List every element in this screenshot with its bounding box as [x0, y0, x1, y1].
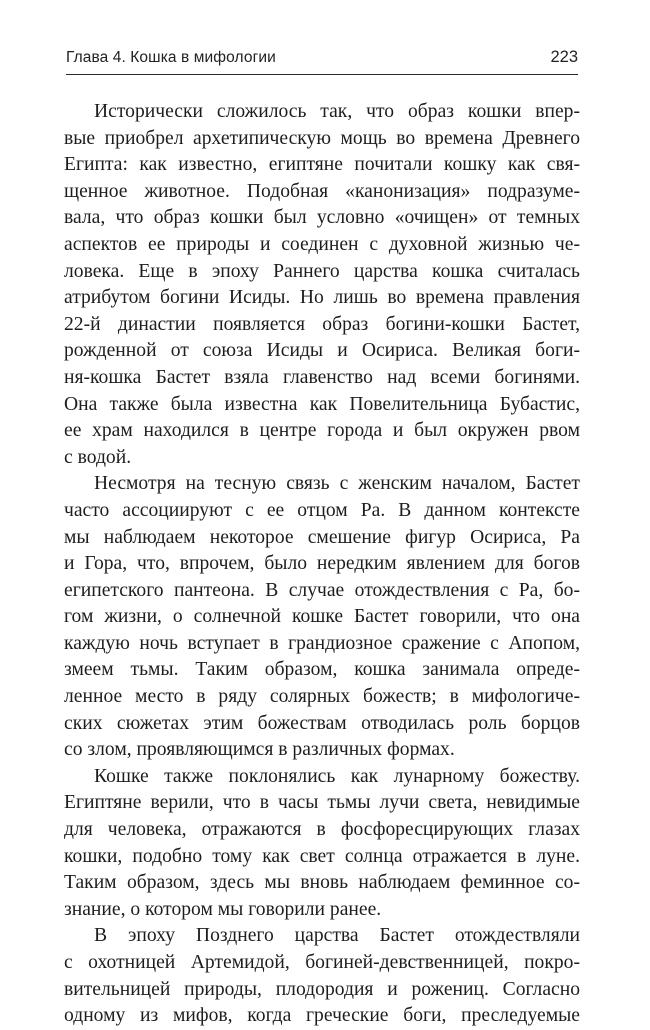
text-line: для человека, отражаются в фосфоресцирующих глазах [64, 819, 580, 841]
text-line: рожденной от союза Исиды и Осириса. Великая боги- [64, 340, 580, 362]
text-line: и Гора, что, впрочем, было нередким явлением для богов [64, 553, 580, 575]
text-line: В эпоху Позднего царства Бастет отождествляли [94, 925, 580, 947]
text-line: египетского пантеона. В случае отождествления с Ра, бо- [64, 579, 580, 601]
text-line: вительницей природы, плодородия и рожениц. Согласно [64, 978, 580, 1000]
text-line: Египта: как известно, египтяне почитали кошку как свя- [64, 154, 580, 176]
paragraph-bastet-ra [64, 471, 580, 764]
text-line: знание, о котором мы говорили ранее. [64, 898, 382, 920]
text-line: ских сюжетах этим божествам отводилась роль борцов [64, 712, 580, 734]
text-line: Несмотря на тесную связь с женским началом, Бастет [94, 473, 580, 495]
text-line: вые приобрел архетипическую мощь во времена Древнего [64, 127, 580, 149]
text-line: 22-й династии появляется образ богини-кошки Бастет, [64, 313, 580, 335]
text-line: ловека. Еще в эпоху Раннего царства кошка считалась [64, 260, 580, 282]
text-line: Она также была известна как Повелительница Бубастис, [64, 393, 580, 415]
text-line: Египтяне верили, что в часы тьмы лучи света, невидимые [64, 792, 580, 814]
text-line: с охотницей Артемидой, богиней-девственницей, покро- [64, 952, 580, 973]
text-line: одному из мифов, когда греческие боги, преследуемые [64, 1005, 580, 1027]
text-line: кошки, подобно тому как свет солнца отражается в луне. [64, 845, 580, 867]
text-line: атрибутом богини Исиды. Но лишь во времена правления [64, 287, 580, 309]
paragraph-lunar-deity [64, 764, 580, 924]
running-header [66, 46, 578, 75]
text-line: часто ассоциируют с ее отцом Ра. В данном контексте [64, 499, 580, 521]
text-line: ленное место в ряду солярных божеств; в мифологиче- [64, 686, 580, 708]
text-line: ня-кошка Бастет взяла главенство над всеми богинями. [64, 366, 580, 388]
chapter-running-title: Глава 4. Кошка в мифологии [66, 49, 276, 66]
paragraph-artemis [64, 923, 580, 1029]
text-line: Исторически сложилось так, что образ кошки впер- [94, 101, 580, 122]
text-line: мы наблюдаем некоторое смешение фигур Осириса, Ра [64, 526, 580, 548]
text-line: аспектов ее природы и соединен с духовной жизнью че- [64, 233, 580, 255]
text-line: вала, что образ кошки был условно «очищен» от темных [64, 207, 580, 229]
text-line: с водой. [64, 446, 132, 468]
text-line: гом жизни, о солнечной кошке Бастет говорили, что она [64, 606, 580, 628]
text-line: Кошке также поклонялись как лунарному божеству. [94, 765, 580, 787]
page-number: 223 [550, 48, 578, 66]
text-line: со злом, проявляющимся в различных формах. [64, 739, 455, 761]
paragraph-bastet-origins [64, 99, 580, 471]
text-line: Таким образом, здесь мы вновь наблюдаем феминное со- [64, 872, 580, 894]
text-line: щенное животное. Подобная «канонизация» подразуме- [64, 180, 580, 202]
text-line: ее храм находился в центре города и был окружен рвом [64, 420, 580, 442]
text-line: каждую ночь вступает в грандиозное сражение с Апопом, [64, 632, 580, 654]
text-line: змеем тьмы. Таким образом, кошка занимала опреде- [64, 659, 580, 681]
body-text [64, 99, 580, 1030]
